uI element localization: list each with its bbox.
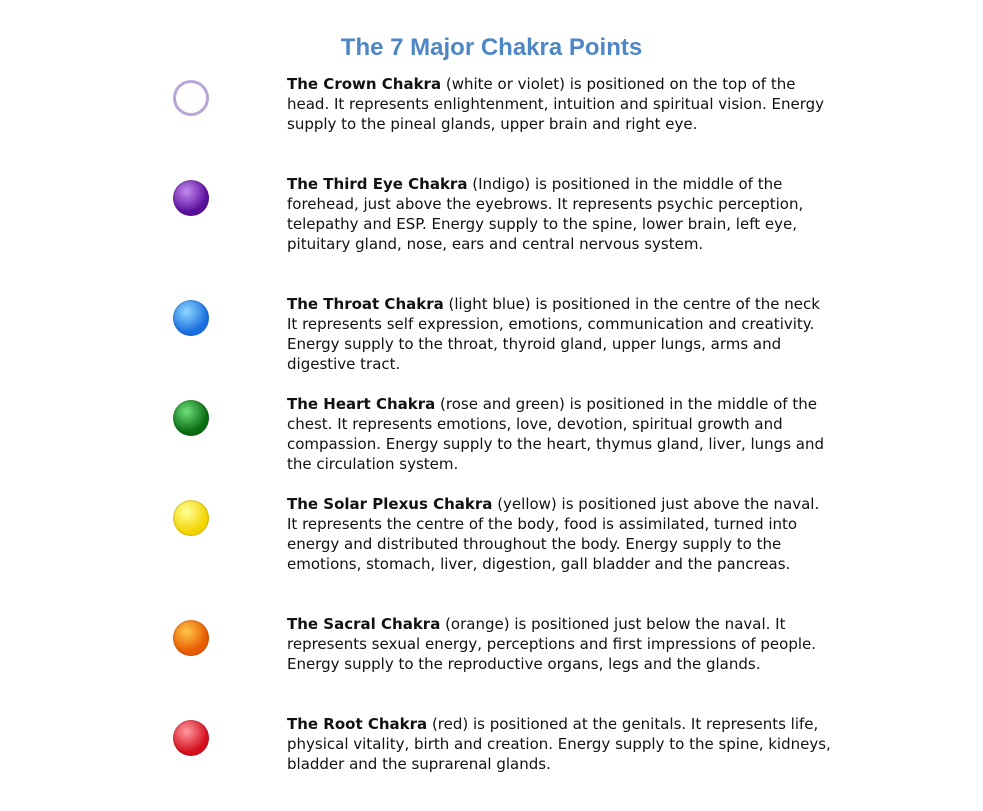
- chakra-name: The Root Chakra: [287, 715, 428, 733]
- chakra-description: (Indigo) is positioned in the middle of the forehead, just above the eyebrows. It represents psychic perception, telepathy and ESP. Energy supply to the spine, lower brain, left eye, pituitary gland, nose, ears and central nervous system.: [287, 175, 804, 253]
- chakra-text: [287, 494, 832, 574]
- third-eye-chakra-circle-icon: [173, 180, 209, 216]
- chakra-name: The Throat Chakra: [287, 295, 444, 313]
- chakra-description: (red) is positioned at the genitals. It represents life, physical vitality, birth and creation. Energy supply to the spine, kidneys, bladder and the suprarenal glands.: [287, 715, 831, 773]
- chakra-description: (orange) is positioned just below the naval. It represents sexual energy, perceptions and first impressions of people. Energy supply to the reproductive organs, legs and the glands.: [287, 615, 816, 673]
- chakra-name: The Third Eye Chakra: [287, 175, 468, 193]
- chakra-description: (light blue) is positioned in the centre of the neck It represents self expression, emotions, communication and creativity. Energy supply to the throat, thyroid gland, upper lungs, arms and digestive tract.: [287, 295, 820, 373]
- chakra-name: The Heart Chakra: [287, 395, 436, 413]
- page-title: The 7 Major Chakra Points: [340, 34, 643, 61]
- chakra-text: [287, 74, 832, 134]
- chakra-description: (white or violet) is positioned on the top of the head. It represents enlightenment, intuition and spiritual vision. Energy supply to the pineal glands, upper brain and right eye.: [287, 75, 825, 133]
- chakra-text: [287, 294, 832, 374]
- chakra-text: [287, 394, 832, 474]
- chakra-text: [287, 174, 832, 254]
- chakra-description: (yellow) is positioned just above the naval. It represents the centre of the body, food is assimilated, turned into energy and distributed throughout the body. Energy supply to the emotions, stomach, liver, digestion, gall bladder and the pancreas.: [287, 495, 820, 573]
- heart-chakra-circle-icon: [173, 400, 209, 436]
- crown-chakra-circle-icon: [173, 80, 209, 116]
- chakra-name: The Sacral Chakra: [287, 615, 441, 633]
- sacral-chakra-circle-icon: [173, 620, 209, 656]
- chakra-description: (rose and green) is positioned in the middle of the chest. It represents emotions, love, devotion, spiritual growth and compassion. Energy supply to the heart, thymus gland, liver, lungs and the circulation system.: [287, 395, 825, 473]
- throat-chakra-circle-icon: [173, 300, 209, 336]
- chakra-text: [287, 714, 832, 774]
- root-chakra-circle-icon: [173, 720, 209, 756]
- chakra-text: [287, 614, 832, 674]
- chakra-name: The Solar Plexus Chakra: [287, 495, 493, 513]
- solar-plexus-chakra-circle-icon: [173, 500, 209, 536]
- chakra-name: The Crown Chakra: [287, 75, 442, 93]
